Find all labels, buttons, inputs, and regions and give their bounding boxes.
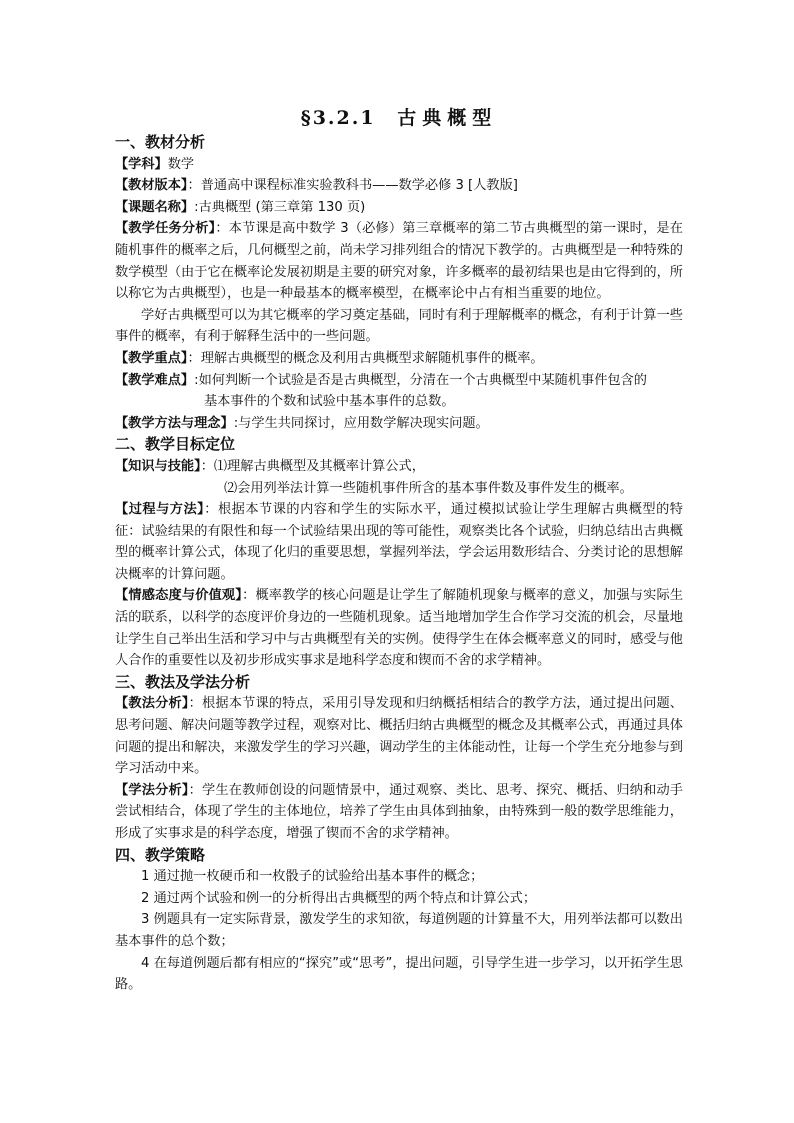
- difficulty-line-2: 基本事件的个数和试验中基本事件的总数。: [204, 394, 455, 410]
- process-label: 【过程与方法】: [115, 502, 205, 518]
- strategy-item: 1 通过抛一枚硬币和一枚骰子的试验给出基本事件的概念；: [141, 869, 484, 885]
- title-name: 古典概型: [397, 107, 498, 129]
- emotion-value: ：概率教学的核心问题是让学生了解随机现象与概率的意义，加强与实际生活的联系，以科学的态度评价身边的一些随机现象。适当地增加学生合作学习交流的机会，尽量地让学生自己举出生活和学习中与古典概型有关的实例。使得学生在体会概率意义的同时，感受与他人合作的重要性以及初步形成实事求是地科学态度和锲而不舍的求学精神。: [115, 588, 684, 669]
- learning-method-label: 【学法分析】: [115, 782, 189, 798]
- topic-line: [115, 197, 683, 219]
- strategy-item: 2 通过两个试验和例一的分析得出古典概型的两个特点和计算公式；: [141, 890, 537, 906]
- topic-label: 【课题名称】: [115, 199, 195, 215]
- knowledge-line-2: ⑵会用列举法计算一些随机事件所含的基本事件数及事件发生的概率。: [224, 480, 633, 496]
- process-paragraph: [115, 499, 683, 585]
- key-point-label: 【教学重点】: [115, 350, 188, 366]
- document-page: [115, 0, 683, 996]
- task-analysis-paragraph-2: 学好古典概型可以为其它概率的学习奠定基础，同时有利于理解概率的概念，有利于计算一些事件的概率，有利于解释生活中的一些问题。: [115, 307, 683, 345]
- key-point-line: [115, 348, 683, 370]
- key-point-value: ：理解古典概型的概念及利用古典概型求解随机事件的概率。: [187, 350, 544, 366]
- subject-value: 数学: [167, 156, 195, 172]
- difficulty-label: 【教学难点】: [115, 372, 195, 388]
- task-analysis-paragraph: [115, 218, 683, 304]
- knowledge-value: ：⑴理解古典概型及其概率计算公式，: [200, 458, 425, 474]
- knowledge-label: 【知识与技能】: [115, 458, 201, 474]
- method-label: 【教学方法与理念】: [115, 415, 234, 431]
- subject-line: [115, 154, 683, 176]
- section-heading-methods: 三、教法及学法分析: [115, 672, 251, 691]
- teaching-method-paragraph: [115, 693, 683, 779]
- page-title: [115, 0, 683, 132]
- section-heading-textbook-analysis: 一、教材分析: [115, 133, 206, 151]
- teaching-method-value: ：根据本节课的特点，采用引导发现和归纳概括相结合的教学方法，通过提出问题、思考问题、解决问题等教学过程，观察对比、概括归纳古典概型的概念及其概率公式，再通过具体问题的提出和解决，来激发学生的学习兴趣，调动学生的主体能动性，让每一个学生充分地参与到学习活动中来。: [115, 696, 683, 777]
- teaching-method-label: 【教法分析】: [115, 696, 189, 712]
- section-heading-objectives: 二、教学目标定位: [115, 435, 236, 454]
- learning-method-value: ：学生在教师创设的问题情景中，通过观察、类比、思考、探究、概括、归纳和动手尝试相结合，体现了学生的主体地位，培养了学生由具体到抽象，由特殊到一般的数学思维能力，形成了实事求是的科学态度，增强了锲而不舍的求学精神。: [115, 782, 683, 841]
- edition-value: ：普通高中课程标准实验教科书——数学必修 3 [人教版]: [187, 178, 518, 194]
- process-value: ：根据本节课的内容和学生的实际水平，通过模拟试验让学生理解古典概型的特征：试验结果的有限性和每一个试验结果出现的等可能性，观察类比各个试验，归纳总结出古典概型的概率计算公式，体现了化归的重要思想，掌握列举法，学会运用数形结合、分类讨论的思想解决概率的计算问题。: [115, 502, 683, 582]
- edition-line: [115, 175, 683, 197]
- topic-value: :古典概型 (第三章第 130 页): [194, 199, 366, 215]
- subject-label: 【学科】: [115, 156, 168, 172]
- emotion-paragraph: [115, 585, 683, 671]
- method-value: :与学生共同探讨，应用数学解决现实问题。: [233, 415, 489, 431]
- task-label: 【教学任务分析】: [115, 221, 216, 237]
- learning-method-paragraph: [115, 780, 683, 845]
- strategy-item: 4 在每道例题后都有相应的“探究”或“思考”，提出问题，引导学生进一步学习，以开拓学生思路。: [115, 955, 683, 993]
- task-value: ：本节课是高中数学 3（必修）第三章概率的第二节古典概型的第一课时，是在随机事件的概率之后，几何概型之前，尚未学习排列组合的情况下教学的。古典概型是一种特殊的数学模型（由于它在概率论发展初期是主要的研究对象，许多概率的最初结果也是由它得到的，所以称它为古典概型），也是一种最基本的概率模型，在概率论中占有相当重要的地位。: [115, 221, 683, 302]
- edition-label: 【教材版本】: [115, 178, 188, 194]
- emotion-label: 【情感态度与价值观】: [115, 588, 243, 604]
- section-heading-strategy: 四、教学策略: [115, 845, 206, 864]
- method-line: [115, 413, 683, 435]
- difficulty-value: :如何判断一个试验是否是古典概型，分清在一个古典概型中某随机事件包含的: [194, 372, 647, 388]
- knowledge-line: [115, 456, 683, 478]
- strategy-item: 3 例题具有一定实际背景，激发学生的求知欲，每道例题的计算量不大，用列举法都可以数出基本事件的总个数；: [115, 912, 683, 949]
- title-code: §3.2.1: [300, 107, 376, 129]
- difficulty-line: [115, 370, 683, 392]
